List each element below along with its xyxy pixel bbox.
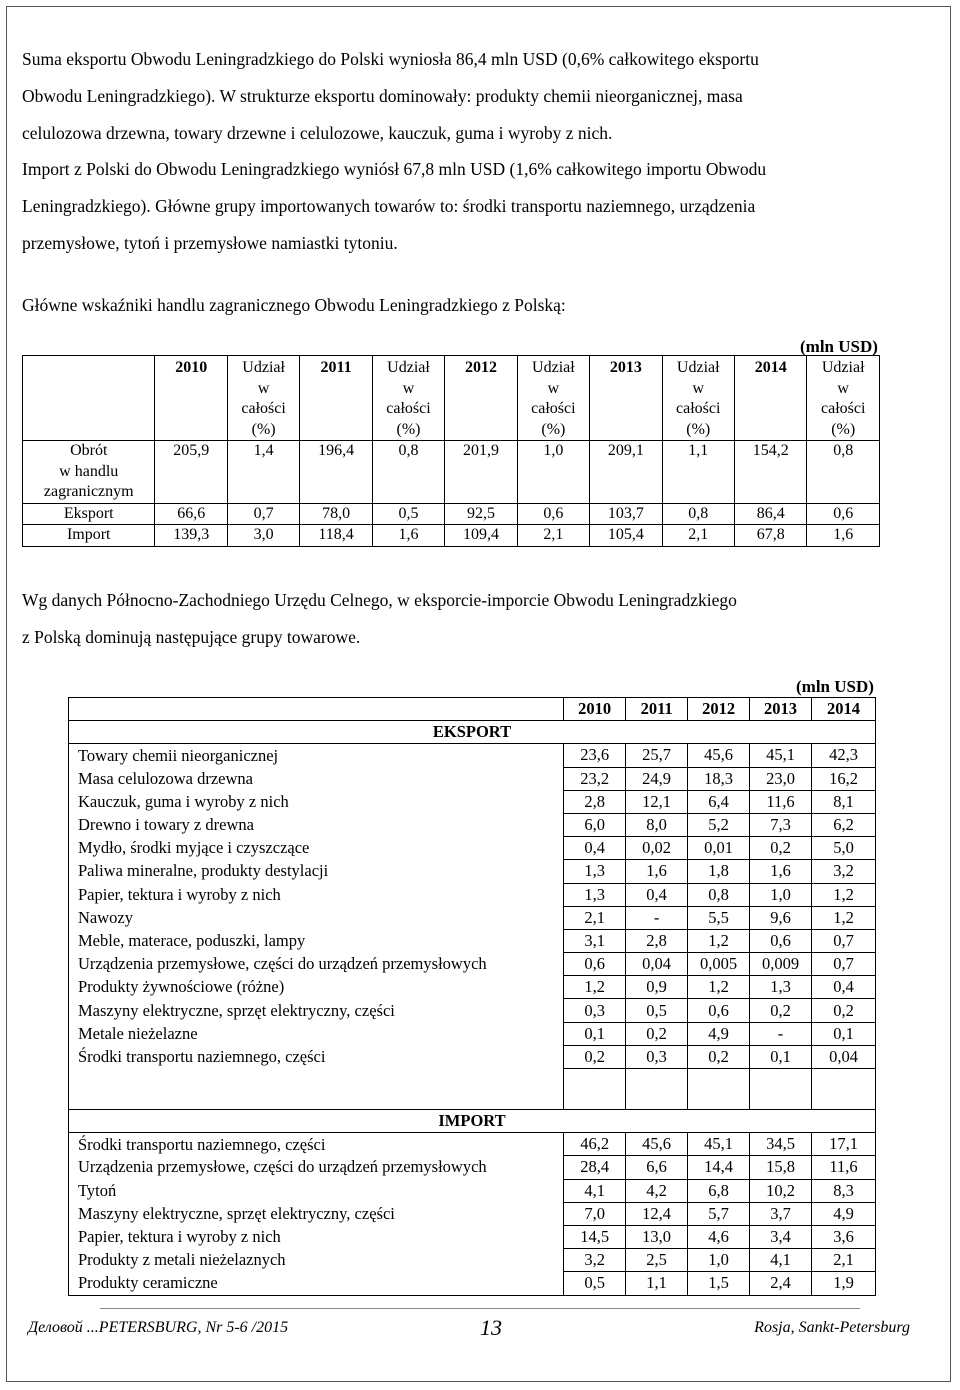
text-line: z Polską dominują następujące grupy towarowe.: [22, 627, 361, 647]
table1-value: 92,5: [445, 503, 517, 525]
table2-value: 6,0: [564, 813, 626, 836]
table2-value: 2,5: [626, 1249, 688, 1272]
table2-value: -: [626, 906, 688, 929]
table2-section-row: [69, 721, 876, 744]
table2-value: 1,6: [626, 860, 688, 883]
share-label-line: całości: [820, 400, 866, 417]
table2-value: 45,6: [688, 744, 750, 767]
table2-value: 0,009: [750, 953, 812, 976]
table1-value: 103,7: [590, 503, 662, 525]
table2-value: 6,2: [812, 813, 876, 836]
share-label-line: w: [837, 379, 849, 397]
table2-value: 42,3: [812, 744, 876, 767]
footer-rule: [100, 1308, 860, 1309]
paragraph-indicators-intro: [22, 287, 928, 324]
table2-value: 23,6: [564, 744, 626, 767]
table2-value: 0,7: [812, 953, 876, 976]
table2-value: 7,3: [750, 813, 812, 836]
table1-value: 0,8: [807, 441, 880, 504]
share-label-line: (%): [396, 420, 421, 438]
share-label-line: Udział: [387, 359, 430, 376]
table2-value: 0,3: [564, 999, 626, 1022]
table1-share-header: [662, 356, 734, 441]
table2-value: 2,4: [750, 1272, 812, 1295]
table1-value: 78,0: [300, 503, 372, 525]
table2-value: 0,8: [688, 883, 750, 906]
table2-value: 3,4: [750, 1225, 812, 1248]
goods-group-name: Papier, tektura i wyroby z nich: [69, 883, 564, 906]
goods-group-name: Środki transportu naziemnego, części: [69, 1045, 564, 1068]
goods-group-name: Paliwa mineralne, produkty destylacji: [69, 860, 564, 883]
table2-row: [69, 1156, 876, 1179]
table1-row: [23, 525, 880, 547]
table2-value: -: [750, 1022, 812, 1045]
goods-group-name: Produkty żywnościowe (różne): [69, 976, 564, 999]
share-label-line: w: [257, 379, 270, 397]
share-label-line: całości: [386, 400, 431, 417]
table2-value: 14,4: [688, 1156, 750, 1179]
share-label-line: całości: [241, 400, 286, 417]
table2-value: 0,7: [812, 929, 876, 952]
table2-row: [69, 837, 876, 860]
table2-section-title: EKSPORT: [69, 721, 876, 744]
table1-value: 1,4: [227, 441, 299, 504]
table1-value: 139,3: [155, 525, 227, 547]
table2-value: 34,5: [750, 1133, 812, 1156]
table2-value: 5,2: [688, 813, 750, 836]
goods-group-name: Urządzenia przemysłowe, części do urządzeń przemysłowych: [69, 1156, 564, 1179]
share-label-line: Udział: [676, 359, 720, 376]
table1-corner-cell: [23, 356, 155, 441]
table1-row-label: [23, 503, 155, 525]
table2-value: 1,3: [750, 976, 812, 999]
table2-value: 3,6: [812, 1225, 876, 1248]
table2-value: 0,4: [626, 883, 688, 906]
spacer-cell: [564, 1069, 626, 1110]
table1-value: 0,6: [807, 503, 880, 525]
text-line: Suma eksportu Obwodu Leningradzkiego do Polski wyniosła 86,4 mln USD (0,6% całkowitego eksportu: [22, 49, 759, 69]
table1-year: 2010: [155, 356, 227, 441]
footer-location: Rosja, Sankt-Petersburg: [754, 1319, 910, 1336]
table1-value: 0,8: [372, 441, 444, 504]
table2-value: 0,6: [750, 929, 812, 952]
footer-publication: Деловой ...PETERSBURG, Nr 5-6 /2015: [28, 1319, 289, 1336]
table1-header-row: [23, 356, 880, 441]
share-label-line: Udział: [532, 359, 575, 376]
table2-value: 0,2: [688, 1045, 750, 1068]
page-number: 13: [480, 1315, 502, 1340]
table2-value: 1,6: [750, 860, 812, 883]
table1-value: 196,4: [300, 441, 372, 504]
table2-corner-cell: [69, 698, 564, 721]
table2-row: [69, 790, 876, 813]
table2-value: 6,4: [688, 790, 750, 813]
table2-value: 0,01: [688, 837, 750, 860]
table2-year: 2011: [626, 698, 688, 721]
table2-value: 0,005: [688, 953, 750, 976]
table2-value: 23,2: [564, 767, 626, 790]
table2-value: 7,0: [564, 1202, 626, 1225]
table2-value: 0,2: [812, 999, 876, 1022]
table2-value: 0,04: [626, 953, 688, 976]
goods-group-name: Masa celulozowa drzewna: [69, 767, 564, 790]
table2-section-row: [69, 1110, 876, 1133]
row-label-line: w handlu: [59, 462, 119, 480]
table2-value: 9,6: [750, 906, 812, 929]
table1-share-header: [807, 356, 880, 441]
table2-row: [69, 1022, 876, 1045]
table1-value: 205,9: [155, 441, 227, 504]
table2-years-row: [69, 698, 876, 721]
table2-value: 1,5: [688, 1272, 750, 1295]
table2-value: 3,7: [750, 1202, 812, 1225]
table2-row: [69, 929, 876, 952]
table2-row: [69, 1133, 876, 1156]
table2-value: 1,2: [688, 929, 750, 952]
table2-value: 24,9: [626, 767, 688, 790]
table2-row: [69, 1272, 876, 1295]
table1-share-header: [372, 356, 444, 441]
table2-value: 0,4: [812, 976, 876, 999]
table2-value: 4,9: [688, 1022, 750, 1045]
table2-value: 8,3: [812, 1179, 876, 1202]
table2-value: 0,2: [626, 1022, 688, 1045]
table2-value: 1,8: [688, 860, 750, 883]
table2-row: [69, 767, 876, 790]
table2-value: 4,1: [564, 1179, 626, 1202]
table2-value: 0,1: [812, 1022, 876, 1045]
table2-value: 5,0: [812, 837, 876, 860]
table1-row-label: [23, 441, 155, 504]
table2-value: 1,2: [564, 976, 626, 999]
text-line: Główne wskaźniki handlu zagranicznego Obwodu Leningradzkiego z Polską:: [22, 295, 566, 315]
table1-value: 1,0: [517, 441, 589, 504]
table2-row: [69, 744, 876, 767]
share-label-line: całości: [531, 400, 576, 417]
goods-group-name: Produkty ceramiczne: [69, 1272, 564, 1295]
table2-value: 10,2: [750, 1179, 812, 1202]
table2-row: [69, 1045, 876, 1068]
table2-value: 11,6: [750, 790, 812, 813]
table1-year: 2014: [734, 356, 806, 441]
spacer-cell: [688, 1069, 750, 1110]
table1-value: 0,5: [372, 503, 444, 525]
table1-value: 154,2: [734, 441, 806, 504]
spacer-cell: [626, 1069, 688, 1110]
table1-share-header: [227, 356, 299, 441]
table2-value: 8,1: [812, 790, 876, 813]
table2-value: 0,5: [626, 999, 688, 1022]
table2-value: 16,2: [812, 767, 876, 790]
share-label-line: (%): [251, 420, 276, 438]
table1-value: 209,1: [590, 441, 662, 504]
table2-value: 6,6: [626, 1156, 688, 1179]
trade-indicators-table: [22, 355, 880, 547]
table1-row-label: [23, 525, 155, 547]
table1-unit: (mln USD): [800, 337, 878, 356]
table2-value: 18,3: [688, 767, 750, 790]
text-line: przemysłowe, tytoń i przemysłowe namiastki tytoniu.: [22, 233, 398, 253]
table1-value: 109,4: [445, 525, 517, 547]
text-line: Import z Polski do Obwodu Leningradzkiego wyniósł 67,8 mln USD (1,6% całkowitego importu Obwodu: [22, 159, 767, 179]
table2-value: 3,2: [564, 1249, 626, 1272]
table1-share-header: [517, 356, 589, 441]
table2-value: 1,2: [812, 883, 876, 906]
table1-value: 1,6: [372, 525, 444, 547]
table2-value: 1,0: [688, 1249, 750, 1272]
table2-value: 45,1: [750, 744, 812, 767]
share-label-line: (%): [686, 420, 711, 438]
table2-row: [69, 906, 876, 929]
table2-row: [69, 999, 876, 1022]
share-label-line: całości: [676, 400, 721, 417]
table2-row: [69, 953, 876, 976]
table2-row: [69, 860, 876, 883]
table2-value: 3,2: [812, 860, 876, 883]
table2-value: 0,6: [688, 999, 750, 1022]
share-label-line: (%): [831, 420, 856, 438]
table2-value: 0,2: [750, 837, 812, 860]
table2-value: 25,7: [626, 744, 688, 767]
table2-value: 2,8: [564, 790, 626, 813]
goods-group-name: Środki transportu naziemnego, części: [69, 1133, 564, 1156]
table2-year: 2013: [750, 698, 812, 721]
paragraph-export-summary: [22, 41, 928, 152]
spacer-cell: [750, 1069, 812, 1110]
table2-value: 4,9: [812, 1202, 876, 1225]
table2-value: 0,1: [564, 1022, 626, 1045]
table2-value: 1,9: [812, 1272, 876, 1295]
table1-row: [23, 441, 880, 504]
table2-value: 5,7: [688, 1202, 750, 1225]
table2-value: 0,1: [750, 1045, 812, 1068]
table2-value: 1,3: [564, 860, 626, 883]
table2-year: 2014: [812, 698, 876, 721]
table1-row: [23, 503, 880, 525]
text-line: celulozowa drzewna, towary drzewne i celulozowe, kauczuk, guma i wyroby z nich.: [22, 123, 613, 143]
table2-row: [69, 1202, 876, 1225]
table1-value: 3,0: [227, 525, 299, 547]
table2-value: 0,3: [626, 1045, 688, 1068]
table2-row: [69, 1225, 876, 1248]
table2-value: 12,1: [626, 790, 688, 813]
table2-section-title: IMPORT: [69, 1110, 876, 1133]
table1-value: 105,4: [590, 525, 662, 547]
table2-value: 12,4: [626, 1202, 688, 1225]
table1-value: 0,7: [227, 503, 299, 525]
goods-group-name: Meble, materace, poduszki, lampy: [69, 929, 564, 952]
table2-value: 45,1: [688, 1133, 750, 1156]
row-label-line: Import: [66, 526, 111, 543]
goods-group-name: Nawozy: [69, 906, 564, 929]
table2-row: [69, 883, 876, 906]
table2-value: 23,0: [750, 767, 812, 790]
table1-value: 1,6: [807, 525, 880, 547]
table1-value: 66,6: [155, 503, 227, 525]
share-label-line: Udział: [821, 359, 865, 376]
table2-value: 2,8: [626, 929, 688, 952]
text-line: Leningradzkiego). Główne grupy importowanych towarów to: środki transportu naziemnego, urządzenia: [22, 196, 756, 216]
table2-value: 13,0: [626, 1225, 688, 1248]
share-label-line: w: [402, 379, 415, 397]
goods-group-name: Tytoń: [69, 1179, 564, 1202]
share-label-line: (%): [541, 420, 566, 438]
table1-year: 2012: [445, 356, 517, 441]
table2-row: [69, 813, 876, 836]
table2-value: 1,3: [564, 883, 626, 906]
table1-value: 0,6: [517, 503, 589, 525]
table2-value: 6,8: [688, 1179, 750, 1202]
row-label-line: Obrót: [70, 442, 108, 459]
table2-value: 45,6: [626, 1133, 688, 1156]
text-line: Wg danych Północno-Zachodniego Urzędu Celnego, w eksporcie-imporcie Obwodu Leningradzkiego: [22, 590, 737, 610]
table2-year: 2010: [564, 698, 626, 721]
table2-value: 1,0: [750, 883, 812, 906]
table2-value: 3,1: [564, 929, 626, 952]
table2-value: 1,2: [812, 906, 876, 929]
table1-value: 67,8: [734, 525, 806, 547]
goods-group-name: Papier, tektura i wyroby z nich: [69, 1225, 564, 1248]
table1-value: 118,4: [300, 525, 372, 547]
table1-year: 2011: [300, 356, 372, 441]
table1-value: 2,1: [517, 525, 589, 547]
goods-group-name: Towary chemii nieorganicznej: [69, 744, 564, 767]
table1-value: 2,1: [662, 525, 734, 547]
table2-value: 2,1: [564, 906, 626, 929]
spacer-cell: [812, 1069, 876, 1110]
table2-value: 0,2: [750, 999, 812, 1022]
table2-value: 1,1: [626, 1272, 688, 1295]
table2-value: 4,1: [750, 1249, 812, 1272]
table2-value: 0,4: [564, 837, 626, 860]
table1-value: 0,8: [662, 503, 734, 525]
table2-row: [69, 1179, 876, 1202]
table2-value: 0,02: [626, 837, 688, 860]
goods-group-name: Drewno i towary z drewna: [69, 813, 564, 836]
goods-group-name: Produkty z metali nieżelaznych: [69, 1249, 564, 1272]
table2-value: 15,8: [750, 1156, 812, 1179]
table2-value: 5,5: [688, 906, 750, 929]
table2-value: 46,2: [564, 1133, 626, 1156]
share-label-line: w: [547, 379, 560, 397]
table2-value: 4,2: [626, 1179, 688, 1202]
table2-year: 2012: [688, 698, 750, 721]
goods-group-name: Mydło, środki myjące i czyszczące: [69, 837, 564, 860]
table2-value: 11,6: [812, 1156, 876, 1179]
goods-group-name: Maszyny elektryczne, sprzęt elektryczny, części: [69, 999, 564, 1022]
table2-value: 17,1: [812, 1133, 876, 1156]
table2-value: 0,04: [812, 1045, 876, 1068]
goods-group-name: Urządzenia przemysłowe, części do urządzeń przemysłowych: [69, 953, 564, 976]
table2-value: 0,9: [626, 976, 688, 999]
table2-value: 28,4: [564, 1156, 626, 1179]
table2-unit: (mln USD): [796, 677, 874, 696]
row-label-line: zagranicznym: [43, 483, 134, 500]
table2-value: 4,6: [688, 1225, 750, 1248]
table2-value: 14,5: [564, 1225, 626, 1248]
table2-spacer-row: [69, 1069, 876, 1110]
table2-row: [69, 1249, 876, 1272]
goods-group-name: Kauczuk, guma i wyroby z nich: [69, 790, 564, 813]
table2-value: 0,6: [564, 953, 626, 976]
table2-value: 0,2: [564, 1045, 626, 1068]
paragraph-goods-intro: [22, 582, 928, 656]
paragraph-import-summary: [22, 151, 928, 262]
share-label-line: w: [692, 379, 705, 397]
share-label-line: Udział: [242, 359, 285, 376]
table2-value: 0,5: [564, 1272, 626, 1295]
table2-value: 8,0: [626, 813, 688, 836]
table1-year: 2013: [590, 356, 662, 441]
goods-group-name: Maszyny elektryczne, sprzęt elektryczny, części: [69, 1202, 564, 1225]
spacer-cell: [69, 1069, 564, 1110]
goods-group-name: Metale nieżelazne: [69, 1022, 564, 1045]
table2-value: 1,2: [688, 976, 750, 999]
text-line: Obwodu Leningradzkiego). W strukturze eksportu dominowały: produkty chemii nieorganicznej, masa: [22, 86, 743, 106]
table1-value: 86,4: [734, 503, 806, 525]
table1-value: 1,1: [662, 441, 734, 504]
row-label-line: Eksport: [63, 504, 114, 522]
table1-value: 201,9: [445, 441, 517, 504]
table2-row: [69, 976, 876, 999]
goods-groups-table: [68, 697, 876, 1296]
table2-value: 2,1: [812, 1249, 876, 1272]
